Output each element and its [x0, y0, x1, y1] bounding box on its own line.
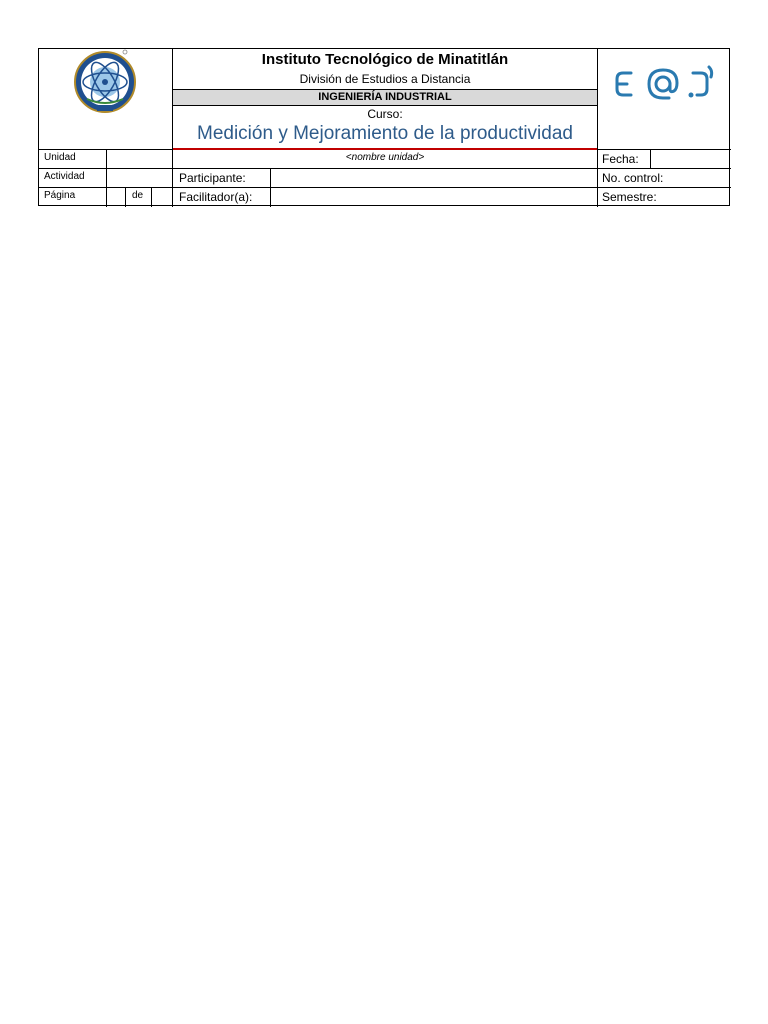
semestre-label: Semestre: [602, 190, 657, 204]
ead-logo-cell [597, 49, 731, 149]
unit-name: <nombre unidad> [345, 152, 425, 163]
document-header [38, 48, 730, 206]
institution-name: Instituto Tecnológico de Minatitlán [261, 51, 509, 68]
course-label: Curso: [367, 107, 403, 121]
course-name: Medición y Mejoramiento de la productividad [197, 123, 573, 144]
pagina-label: Página [44, 190, 76, 201]
unidad-field[interactable] [106, 150, 172, 168]
actividad-field[interactable] [107, 169, 172, 187]
pagina-field[interactable] [107, 188, 125, 206]
institution-logo-cell [39, 49, 173, 149]
fecha-field[interactable] [651, 150, 730, 168]
facilitador-field[interactable] [271, 188, 597, 206]
career-name: INGENIERÍA INDUSTRIAL [173, 89, 597, 106]
fecha-label: Fecha: [602, 152, 639, 166]
actividad-label: Actividad [44, 171, 85, 182]
title-block [173, 49, 597, 149]
total-pages-field[interactable] [152, 188, 172, 206]
de-label: de [132, 190, 144, 201]
ead-logo-icon [597, 49, 731, 149]
unidad-label: Unidad [44, 152, 76, 163]
facilitador-label: Facilitador(a): [179, 190, 253, 204]
institution-seal-icon [39, 49, 173, 149]
control-label: No. control: [602, 171, 664, 185]
participante-field[interactable] [271, 169, 597, 187]
participante-label: Participante: [179, 171, 246, 185]
division-name: División de Estudios a Distancia [299, 72, 471, 86]
